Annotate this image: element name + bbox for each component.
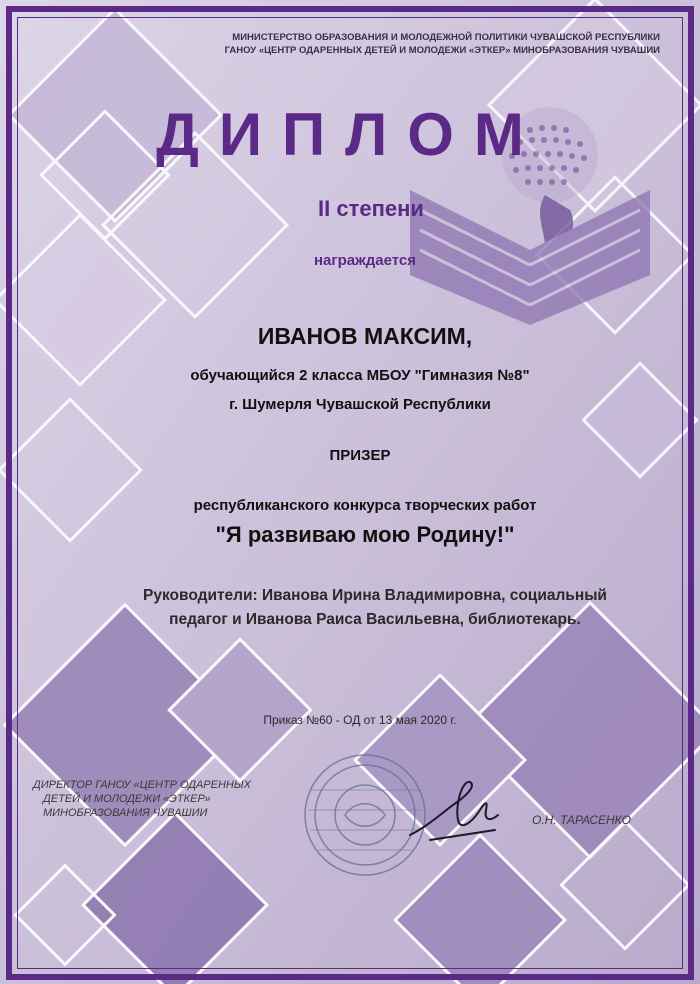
awarded-label: награждается (313, 252, 417, 269)
issuer-line-2: ГАНОУ «ЦЕНТР ОДАРЕННЫХ ДЕТЕЙ И МОЛОДЕЖИ «ЭТКЕР» МИНОБРАЗОВАНИЯ ЧУВАШИИ (224, 45, 660, 56)
director-line-1: ДИРЕКТОР ГАНОУ «ЦЕНТР ОДАРЕННЫХ (33, 779, 251, 791)
diploma-degree: II степени (318, 196, 424, 221)
contest-name: "Я развиваю мою Родину!" (215, 522, 515, 547)
director-line-2: ДЕТЕЙ И МОЛОДЕЖИ «ЭТКЕР» (43, 793, 211, 805)
recipient-school: обучающийся 2 класса МБОУ "Гимназия №8" (190, 367, 530, 384)
leaders-line-1: Руководители: Иванова Ирина Владимировна, социальный (143, 587, 607, 604)
diploma-title: ДИПЛОМ (156, 101, 544, 168)
recipient-name: ИВАНОВ МАКСИМ, (257, 323, 473, 349)
director-line-3: МИНОБРАЗОВАНИЯ ЧУВАШИИ (43, 807, 208, 819)
award-status: ПРИЗЕР (329, 447, 391, 464)
leaders-text (30, 584, 700, 632)
handwritten-signature (400, 770, 520, 850)
recipient-city: г. Шумерля Чувашской Республики (229, 396, 491, 413)
leaders-line-2: педагог и Иванова Раиса Васильевна, библиотекарь. (169, 611, 581, 628)
issuer-line-1: МИНИСТЕРСТВО ОБРАЗОВАНИЯ И МОЛОДЕЖНОЙ ПОЛИТИКИ ЧУВАШСКОЙ РЕСПУБЛИКИ (232, 32, 660, 43)
contest-description: республиканского конкурса творческих работ (193, 497, 537, 514)
order-reference: Приказ №60 - ОД от 13 мая 2020 г. (263, 713, 457, 727)
director-title (33, 778, 293, 820)
issuer-header (200, 31, 660, 57)
signer-name: О.Н. ТАРАСЕНКО (532, 813, 631, 827)
